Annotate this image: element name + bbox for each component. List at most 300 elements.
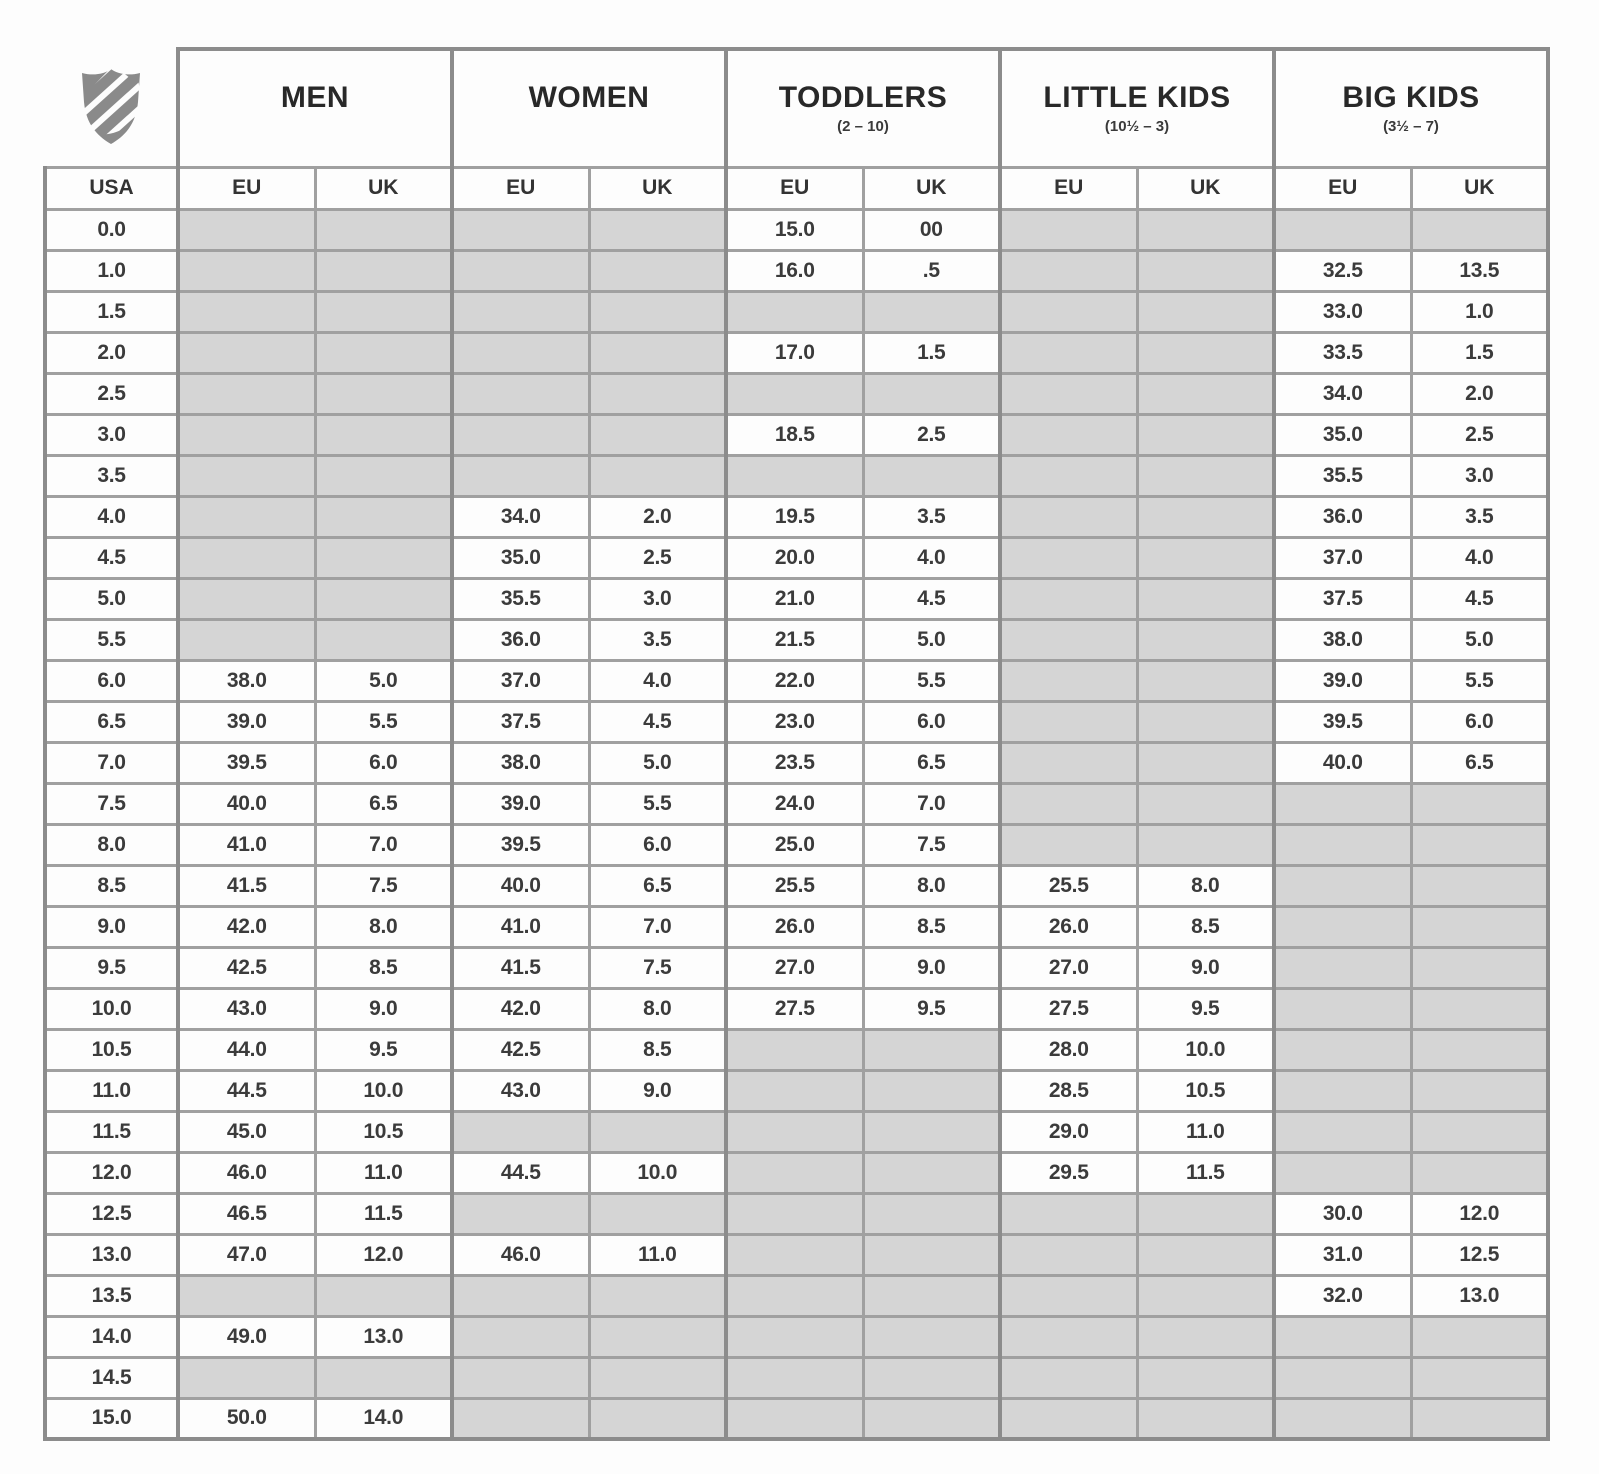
column-header-men-uk: UK — [315, 167, 452, 209]
size-cell-men-uk — [315, 414, 452, 455]
size-cell-toddlers-uk — [863, 1111, 1000, 1152]
group-label-big-kids: BIG KIDS — [1342, 80, 1480, 114]
size-cell-big-kids-uk — [1411, 1316, 1548, 1357]
size-cell-toddlers-eu: 25.5 — [726, 865, 863, 906]
size-cell-men-eu: 44.0 — [178, 1029, 315, 1070]
size-cell-toddlers-uk — [863, 373, 1000, 414]
size-cell-toddlers-uk: 00 — [863, 209, 1000, 250]
size-cell-women-eu: 38.0 — [452, 742, 589, 783]
size-cell-toddlers-eu — [726, 455, 863, 496]
table-row — [45, 209, 1548, 250]
size-cell-toddlers-uk: 5.0 — [863, 619, 1000, 660]
size-cell-big-kids-eu: 33.5 — [1274, 332, 1411, 373]
size-cell-men-eu: 40.0 — [178, 783, 315, 824]
size-cell-men-uk: 10.5 — [315, 1111, 452, 1152]
column-header-little-kids-eu: EU — [1000, 167, 1137, 209]
size-cell-toddlers-eu: 18.5 — [726, 414, 863, 455]
size-cell-big-kids-uk — [1411, 906, 1548, 947]
size-cell-toddlers-uk: 9.0 — [863, 947, 1000, 988]
size-cell-men-eu — [178, 414, 315, 455]
size-cell-big-kids-eu: 32.5 — [1274, 250, 1411, 291]
size-cell-men-uk: 7.0 — [315, 824, 452, 865]
size-cell-women-eu: 39.0 — [452, 783, 589, 824]
size-cell-men-uk: 6.5 — [315, 783, 452, 824]
group-header-row — [45, 49, 1548, 167]
size-cell-women-eu — [452, 373, 589, 414]
size-cell-toddlers-uk: 7.0 — [863, 783, 1000, 824]
size-cell-men-eu: 44.5 — [178, 1070, 315, 1111]
column-header-men-eu: EU — [178, 167, 315, 209]
group-header-big-kids — [1274, 49, 1548, 167]
usa-size-cell: 2.0 — [45, 332, 178, 373]
size-cell-little-kids-eu — [1000, 455, 1137, 496]
size-cell-women-uk: 9.0 — [589, 1070, 726, 1111]
size-cell-men-eu: 49.0 — [178, 1316, 315, 1357]
size-cell-toddlers-uk: 6.0 — [863, 701, 1000, 742]
size-cell-women-eu — [452, 291, 589, 332]
size-cell-toddlers-eu — [726, 1398, 863, 1439]
size-cell-little-kids-eu: 25.5 — [1000, 865, 1137, 906]
size-cell-women-uk: 5.0 — [589, 742, 726, 783]
size-cell-big-kids-eu: 38.0 — [1274, 619, 1411, 660]
size-cell-toddlers-eu: 26.0 — [726, 906, 863, 947]
group-sublabel-little-kids: (10½ – 3) — [1104, 117, 1170, 135]
size-cell-little-kids-eu — [1000, 537, 1137, 578]
size-cell-toddlers-eu: 21.5 — [726, 619, 863, 660]
size-cell-little-kids-eu — [1000, 1316, 1137, 1357]
size-cell-toddlers-eu: 25.0 — [726, 824, 863, 865]
size-cell-men-uk — [315, 1357, 452, 1398]
size-cell-little-kids-uk — [1137, 209, 1274, 250]
size-cell-little-kids-uk — [1137, 455, 1274, 496]
size-cell-big-kids-eu: 40.0 — [1274, 742, 1411, 783]
column-header-usa: USA — [45, 167, 178, 209]
table-row — [45, 1316, 1548, 1357]
group-sublabel-men — [180, 118, 450, 136]
table-row — [45, 660, 1548, 701]
size-cell-women-eu — [452, 1111, 589, 1152]
size-cell-men-uk — [315, 291, 452, 332]
usa-size-cell: 9.5 — [45, 947, 178, 988]
size-cell-big-kids-uk: 3.0 — [1411, 455, 1548, 496]
size-cell-little-kids-eu — [1000, 209, 1137, 250]
size-cell-little-kids-eu: 27.5 — [1000, 988, 1137, 1029]
column-header-little-kids-uk: UK — [1137, 167, 1274, 209]
group-header-men — [178, 49, 452, 167]
size-cell-big-kids-eu: 34.0 — [1274, 373, 1411, 414]
size-cell-women-eu: 39.5 — [452, 824, 589, 865]
usa-size-cell: 7.0 — [45, 742, 178, 783]
size-cell-little-kids-eu — [1000, 660, 1137, 701]
column-header-big-kids-uk: UK — [1411, 167, 1548, 209]
size-cell-women-eu — [452, 209, 589, 250]
size-cell-men-uk: 10.0 — [315, 1070, 452, 1111]
size-cell-big-kids-uk: 1.0 — [1411, 291, 1548, 332]
size-cell-women-eu — [452, 1275, 589, 1316]
usa-size-cell: 9.0 — [45, 906, 178, 947]
size-cell-men-eu: 50.0 — [178, 1398, 315, 1439]
size-cell-little-kids-uk — [1137, 291, 1274, 332]
table-row — [45, 1152, 1548, 1193]
size-cell-toddlers-uk: 5.5 — [863, 660, 1000, 701]
size-cell-toddlers-eu: 16.0 — [726, 250, 863, 291]
group-sublabel-big-kids: (3½ – 7) — [1383, 117, 1439, 135]
size-cell-men-uk — [315, 537, 452, 578]
table-row — [45, 865, 1548, 906]
size-cell-little-kids-uk: 8.0 — [1137, 865, 1274, 906]
size-cell-toddlers-eu: 23.0 — [726, 701, 863, 742]
size-cell-big-kids-uk — [1411, 209, 1548, 250]
size-cell-women-uk — [589, 250, 726, 291]
size-cell-little-kids-uk: 9.5 — [1137, 988, 1274, 1029]
table-row — [45, 1111, 1548, 1152]
size-cell-toddlers-uk — [863, 1316, 1000, 1357]
size-cell-little-kids-uk — [1137, 1234, 1274, 1275]
size-cell-men-uk — [315, 455, 452, 496]
size-cell-big-kids-eu: 36.0 — [1274, 496, 1411, 537]
size-cell-men-eu — [178, 537, 315, 578]
size-cell-men-eu — [178, 496, 315, 537]
size-cell-women-uk: 3.0 — [589, 578, 726, 619]
group-label-little-kids: LITTLE KIDS — [1043, 80, 1231, 114]
size-cell-big-kids-eu: 39.5 — [1274, 701, 1411, 742]
size-cell-women-uk: 2.5 — [589, 537, 726, 578]
size-cell-big-kids-eu: 35.5 — [1274, 455, 1411, 496]
size-cell-big-kids-uk: 2.0 — [1411, 373, 1548, 414]
size-cell-men-eu — [178, 250, 315, 291]
size-cell-little-kids-uk — [1137, 250, 1274, 291]
table-row — [45, 701, 1548, 742]
size-cell-toddlers-eu: 21.0 — [726, 578, 863, 619]
size-cell-little-kids-eu — [1000, 578, 1137, 619]
size-cell-men-uk: 7.5 — [315, 865, 452, 906]
size-cell-little-kids-eu — [1000, 414, 1137, 455]
usa-size-cell: 3.0 — [45, 414, 178, 455]
usa-size-cell: 6.5 — [45, 701, 178, 742]
group-sublabel-women — [454, 118, 724, 136]
usa-size-cell: 3.5 — [45, 455, 178, 496]
size-cell-toddlers-uk: 8.5 — [863, 906, 1000, 947]
table-row — [45, 824, 1548, 865]
size-cell-men-uk — [315, 1275, 452, 1316]
size-cell-big-kids-eu — [1274, 824, 1411, 865]
size-conversion-table — [43, 47, 1550, 1441]
group-sublabel-toddlers: (2 – 10) — [837, 117, 889, 135]
size-cell-women-uk: 3.5 — [589, 619, 726, 660]
size-cell-women-eu: 34.0 — [452, 496, 589, 537]
size-cell-big-kids-uk: 4.5 — [1411, 578, 1548, 619]
usa-size-cell: 8.5 — [45, 865, 178, 906]
size-cell-men-uk — [315, 578, 452, 619]
size-cell-big-kids-eu — [1274, 783, 1411, 824]
size-cell-big-kids-eu — [1274, 1152, 1411, 1193]
size-cell-women-eu: 37.5 — [452, 701, 589, 742]
size-cell-little-kids-uk — [1137, 1316, 1274, 1357]
size-cell-little-kids-uk — [1137, 537, 1274, 578]
usa-size-cell: 0.0 — [45, 209, 178, 250]
table-row — [45, 332, 1548, 373]
size-cell-toddlers-eu — [726, 1275, 863, 1316]
size-cell-little-kids-eu — [1000, 1234, 1137, 1275]
size-cell-women-uk — [589, 1275, 726, 1316]
size-cell-men-eu — [178, 619, 315, 660]
size-cell-men-eu — [178, 373, 315, 414]
size-cell-men-eu: 38.0 — [178, 660, 315, 701]
size-cell-little-kids-uk — [1137, 783, 1274, 824]
size-cell-men-uk — [315, 496, 452, 537]
size-cell-women-uk: 4.0 — [589, 660, 726, 701]
size-cell-big-kids-uk — [1411, 1111, 1548, 1152]
size-cell-big-kids-uk — [1411, 1398, 1548, 1439]
table-row — [45, 947, 1548, 988]
size-cell-women-uk: 2.0 — [589, 496, 726, 537]
size-cell-toddlers-eu: 22.0 — [726, 660, 863, 701]
size-cell-men-uk: 9.5 — [315, 1029, 452, 1070]
size-cell-women-uk — [589, 1398, 726, 1439]
table-row — [45, 455, 1548, 496]
table-row — [45, 250, 1548, 291]
size-cell-big-kids-uk — [1411, 783, 1548, 824]
size-cell-women-uk: 11.0 — [589, 1234, 726, 1275]
size-cell-big-kids-eu — [1274, 1070, 1411, 1111]
size-cell-big-kids-uk: 5.0 — [1411, 619, 1548, 660]
size-cell-women-uk — [589, 209, 726, 250]
usa-size-cell: 7.5 — [45, 783, 178, 824]
size-cell-little-kids-eu — [1000, 496, 1137, 537]
size-cell-big-kids-uk: 12.5 — [1411, 1234, 1548, 1275]
size-cell-women-uk — [589, 1111, 726, 1152]
size-cell-men-eu: 46.5 — [178, 1193, 315, 1234]
size-cell-little-kids-eu — [1000, 701, 1137, 742]
size-cell-big-kids-eu — [1274, 1316, 1411, 1357]
size-cell-toddlers-uk — [863, 1152, 1000, 1193]
k-swiss-shield-icon — [45, 66, 176, 148]
size-cell-big-kids-uk: 2.5 — [1411, 414, 1548, 455]
size-cell-men-uk — [315, 250, 452, 291]
size-cell-little-kids-eu: 28.5 — [1000, 1070, 1137, 1111]
size-cell-women-uk — [589, 332, 726, 373]
size-cell-little-kids-uk: 11.5 — [1137, 1152, 1274, 1193]
size-cell-big-kids-uk: 3.5 — [1411, 496, 1548, 537]
size-cell-men-eu — [178, 578, 315, 619]
size-cell-men-eu: 47.0 — [178, 1234, 315, 1275]
size-cell-women-eu: 41.5 — [452, 947, 589, 988]
table-row — [45, 742, 1548, 783]
group-header-toddlers — [726, 49, 1000, 167]
size-cell-little-kids-uk — [1137, 1398, 1274, 1439]
size-cell-toddlers-uk: 9.5 — [863, 988, 1000, 1029]
size-cell-men-uk: 11.0 — [315, 1152, 452, 1193]
column-header-women-eu: EU — [452, 167, 589, 209]
size-cell-little-kids-eu — [1000, 824, 1137, 865]
size-cell-women-uk — [589, 291, 726, 332]
size-cell-women-eu: 37.0 — [452, 660, 589, 701]
size-cell-big-kids-uk — [1411, 865, 1548, 906]
usa-size-cell: 4.0 — [45, 496, 178, 537]
size-cell-toddlers-eu — [726, 373, 863, 414]
size-cell-men-eu — [178, 1275, 315, 1316]
size-cell-women-uk — [589, 1316, 726, 1357]
table-row — [45, 619, 1548, 660]
usa-size-cell: 5.0 — [45, 578, 178, 619]
size-cell-toddlers-eu — [726, 1316, 863, 1357]
column-header-toddlers-uk: UK — [863, 167, 1000, 209]
size-cell-little-kids-eu: 29.0 — [1000, 1111, 1137, 1152]
size-cell-toddlers-uk — [863, 1398, 1000, 1439]
size-cell-big-kids-eu: 30.0 — [1274, 1193, 1411, 1234]
size-cell-women-uk: 6.0 — [589, 824, 726, 865]
group-header-little-kids — [1000, 49, 1274, 167]
size-cell-toddlers-eu — [726, 1234, 863, 1275]
usa-size-cell: 14.5 — [45, 1357, 178, 1398]
size-cell-men-uk: 6.0 — [315, 742, 452, 783]
size-cell-men-eu: 41.5 — [178, 865, 315, 906]
size-cell-men-uk: 5.0 — [315, 660, 452, 701]
table-row — [45, 1275, 1548, 1316]
size-cell-men-eu: 45.0 — [178, 1111, 315, 1152]
size-cell-men-eu: 39.5 — [178, 742, 315, 783]
size-cell-little-kids-uk — [1137, 1275, 1274, 1316]
size-cell-women-uk: 7.5 — [589, 947, 726, 988]
size-cell-big-kids-eu — [1274, 988, 1411, 1029]
size-cell-big-kids-eu: 33.0 — [1274, 291, 1411, 332]
table-row — [45, 1357, 1548, 1398]
size-cell-toddlers-uk — [863, 1070, 1000, 1111]
size-cell-toddlers-uk — [863, 1275, 1000, 1316]
table-row — [45, 1234, 1548, 1275]
size-cell-women-eu — [452, 250, 589, 291]
size-cell-women-eu — [452, 455, 589, 496]
size-cell-toddlers-uk: 2.5 — [863, 414, 1000, 455]
table-row — [45, 1070, 1548, 1111]
size-cell-women-uk: 4.5 — [589, 701, 726, 742]
size-cell-little-kids-uk — [1137, 1193, 1274, 1234]
usa-size-cell: 14.0 — [45, 1316, 178, 1357]
table-row — [45, 1029, 1548, 1070]
size-cell-toddlers-uk: 1.5 — [863, 332, 1000, 373]
size-cell-big-kids-eu — [1274, 1398, 1411, 1439]
size-cell-men-uk: 12.0 — [315, 1234, 452, 1275]
size-cell-men-uk — [315, 619, 452, 660]
size-cell-toddlers-uk — [863, 455, 1000, 496]
usa-size-cell: 8.0 — [45, 824, 178, 865]
size-cell-toddlers-uk — [863, 1193, 1000, 1234]
size-cell-women-uk: 8.5 — [589, 1029, 726, 1070]
usa-size-cell: 1.0 — [45, 250, 178, 291]
size-cell-little-kids-uk — [1137, 824, 1274, 865]
size-cell-little-kids-eu — [1000, 1357, 1137, 1398]
usa-size-cell: 11.5 — [45, 1111, 178, 1152]
size-cell-men-uk: 8.5 — [315, 947, 452, 988]
size-cell-little-kids-eu — [1000, 373, 1137, 414]
size-cell-toddlers-uk: .5 — [863, 250, 1000, 291]
table-row — [45, 906, 1548, 947]
size-cell-women-uk: 7.0 — [589, 906, 726, 947]
table-row — [45, 988, 1548, 1029]
size-cell-toddlers-eu — [726, 1111, 863, 1152]
size-cell-little-kids-uk: 10.5 — [1137, 1070, 1274, 1111]
size-cell-big-kids-eu — [1274, 1029, 1411, 1070]
size-cell-women-eu: 46.0 — [452, 1234, 589, 1275]
size-cell-men-uk: 14.0 — [315, 1398, 452, 1439]
size-cell-women-eu — [452, 332, 589, 373]
size-cell-little-kids-eu — [1000, 742, 1137, 783]
size-cell-big-kids-eu: 31.0 — [1274, 1234, 1411, 1275]
table-body — [45, 209, 1548, 1439]
size-cell-big-kids-eu: 39.0 — [1274, 660, 1411, 701]
usa-size-cell: 2.5 — [45, 373, 178, 414]
size-cell-men-uk — [315, 332, 452, 373]
size-cell-big-kids-eu — [1274, 947, 1411, 988]
size-cell-toddlers-uk — [863, 1357, 1000, 1398]
size-cell-toddlers-eu: 20.0 — [726, 537, 863, 578]
size-cell-women-eu: 35.0 — [452, 537, 589, 578]
usa-size-cell: 5.5 — [45, 619, 178, 660]
table-row — [45, 578, 1548, 619]
size-cell-little-kids-uk — [1137, 1357, 1274, 1398]
usa-size-cell: 12.5 — [45, 1193, 178, 1234]
size-cell-little-kids-uk: 11.0 — [1137, 1111, 1274, 1152]
size-cell-toddlers-eu: 19.5 — [726, 496, 863, 537]
size-cell-big-kids-uk — [1411, 1357, 1548, 1398]
size-cell-little-kids-uk — [1137, 414, 1274, 455]
usa-size-cell: 10.0 — [45, 988, 178, 1029]
size-cell-big-kids-uk: 1.5 — [1411, 332, 1548, 373]
size-cell-men-eu: 42.5 — [178, 947, 315, 988]
size-cell-women-eu — [452, 1398, 589, 1439]
size-cell-men-uk: 9.0 — [315, 988, 452, 1029]
column-header-toddlers-eu: EU — [726, 167, 863, 209]
size-cell-little-kids-eu: 27.0 — [1000, 947, 1137, 988]
size-cell-big-kids-eu: 35.0 — [1274, 414, 1411, 455]
size-cell-women-eu: 42.5 — [452, 1029, 589, 1070]
size-cell-big-kids-uk — [1411, 947, 1548, 988]
usa-size-cell: 6.0 — [45, 660, 178, 701]
size-cell-little-kids-eu: 28.0 — [1000, 1029, 1137, 1070]
table-row — [45, 373, 1548, 414]
size-cell-big-kids-eu — [1274, 906, 1411, 947]
size-cell-little-kids-eu — [1000, 250, 1137, 291]
size-cell-toddlers-eu — [726, 1357, 863, 1398]
size-cell-women-eu — [452, 1193, 589, 1234]
usa-size-cell: 4.5 — [45, 537, 178, 578]
group-label-men: MEN — [280, 80, 350, 114]
table-row — [45, 414, 1548, 455]
size-cell-men-eu: 39.0 — [178, 701, 315, 742]
size-cell-women-eu: 44.5 — [452, 1152, 589, 1193]
size-cell-toddlers-uk — [863, 1029, 1000, 1070]
size-cell-little-kids-uk — [1137, 373, 1274, 414]
size-cell-little-kids-uk — [1137, 619, 1274, 660]
size-cell-toddlers-eu: 23.5 — [726, 742, 863, 783]
size-cell-women-uk — [589, 455, 726, 496]
column-header-row — [45, 167, 1548, 209]
size-cell-men-eu — [178, 209, 315, 250]
size-cell-big-kids-uk: 13.5 — [1411, 250, 1548, 291]
size-cell-toddlers-eu — [726, 291, 863, 332]
size-cell-little-kids-eu — [1000, 1398, 1137, 1439]
size-cell-big-kids-eu: 32.0 — [1274, 1275, 1411, 1316]
size-cell-little-kids-uk: 8.5 — [1137, 906, 1274, 947]
size-cell-big-kids-eu: 37.0 — [1274, 537, 1411, 578]
size-cell-men-uk — [315, 373, 452, 414]
size-cell-big-kids-uk — [1411, 1152, 1548, 1193]
size-cell-men-uk: 8.0 — [315, 906, 452, 947]
size-cell-women-uk: 8.0 — [589, 988, 726, 1029]
size-cell-big-kids-uk: 6.0 — [1411, 701, 1548, 742]
size-cell-little-kids-uk: 9.0 — [1137, 947, 1274, 988]
table-row — [45, 291, 1548, 332]
